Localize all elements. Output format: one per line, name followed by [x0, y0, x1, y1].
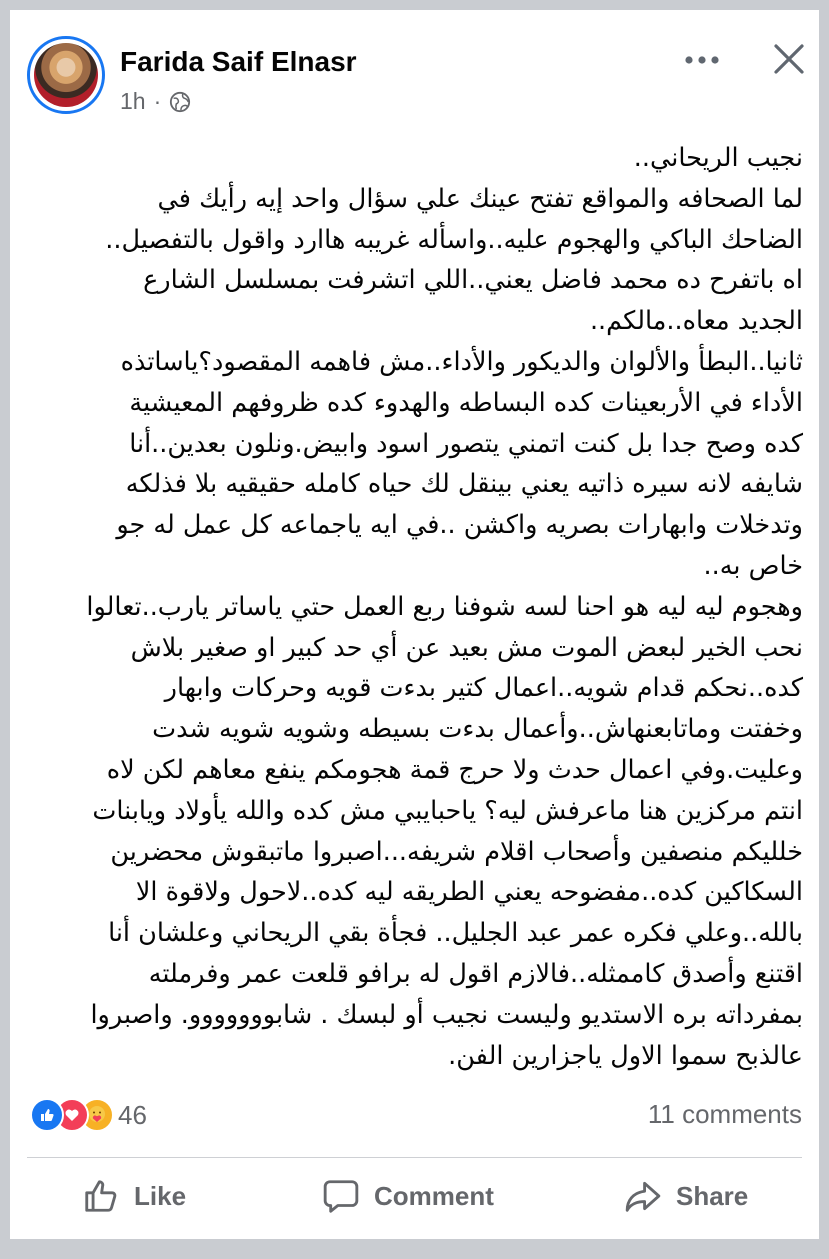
- comment-label: Comment: [374, 1180, 494, 1211]
- like-reaction-icon: [30, 1098, 64, 1132]
- post-meta: [120, 88, 191, 115]
- post-text-line: اه باتفرح ده محمد فاضل يعني..اللي اتشرفت بمسلسل الشارع: [143, 265, 803, 296]
- post-text-line: وتدخلات وابهارات بصريه واكشن ..في ايه ياجماعه كل عمل له جو: [116, 510, 803, 541]
- post-card: [10, 10, 819, 1239]
- divider: [27, 1157, 802, 1158]
- close-button[interactable]: [765, 35, 813, 83]
- post-text-line: وخفتت وماتابعنهاش..وأعمال بدءت بسيطه وشويه شويه شدت: [152, 714, 803, 745]
- more-dots-icon: [685, 55, 719, 65]
- like-button[interactable]: [82, 1174, 186, 1218]
- post-text-line: بالله..وعلي فكره عمر عبد الجليل.. فجأة بقي الريحاني وعلشان أنا: [108, 918, 803, 949]
- reactions-summary[interactable]: [30, 1098, 147, 1132]
- avatar[interactable]: [27, 36, 105, 114]
- share-arrow-icon: [624, 1177, 662, 1215]
- close-icon: [773, 43, 805, 75]
- author-name[interactable]: Farida Saif Elnasr: [120, 46, 357, 77]
- post-text-line: الأداء في الأربعينات كده البساطه والهدوء كده ظروفهم المعيشية: [129, 387, 803, 418]
- post-time[interactable]: 1h: [120, 88, 146, 114]
- meta-separator: ·: [153, 88, 162, 114]
- post-text-line: بمفرداته بره الاستديو وليست نجيب أو لبسك . شابووووووو. واصبروا: [90, 999, 803, 1030]
- post-text-line: نحب الخير لبعض الموت مش بعيد عن أي حد كبير او صغير بلاش: [130, 632, 803, 663]
- like-label: Like: [134, 1180, 187, 1211]
- reaction-count: 46: [118, 1099, 147, 1130]
- comment-button[interactable]: [322, 1174, 494, 1218]
- post-text-line: شايفه لانه سيره ذاتيه يعني بينقل لك حياه كامله حقيقيه بلا فذلكه: [125, 469, 803, 500]
- post-text-line: الضاحك الباكي والهجوم عليه..واسأله غريبه هاارد واقول بالتفصيل..: [105, 224, 803, 255]
- post-text-line: اقتنع وأصدق كاممثله..فالازم اقول له برافو قلعت عمر وفرملته: [148, 958, 803, 989]
- post-text-line: كده..نحكم قدام شويه..اعمال كتير بدءت قويه وحركات وابهار: [164, 673, 803, 704]
- thumbs-up-icon: [82, 1177, 120, 1215]
- post-text-line: الجديد معاه..مالكم..: [589, 306, 803, 337]
- more-options-button[interactable]: [680, 38, 724, 82]
- comment-bubble-icon: [322, 1177, 360, 1215]
- post-text: [30, 138, 803, 1076]
- post-text-line: ثانيا..البطأ والألوان والديكور والأداء..مش فاهمه المقصود؟ياساتذه: [120, 346, 803, 377]
- globe-icon[interactable]: [169, 91, 191, 113]
- post-text-line: انتم مركزين هنا ماعرفش ليه؟ ياحبايبي مش كده والله يأولاد ويابنات: [92, 795, 803, 826]
- post-text-line: السكاكين كده..مفضوحه يعني الطريقه ليه كده..لاحول ولاقوة الا: [135, 877, 803, 908]
- post-text-line: وعليت.وفي اعمال حدث ولا حرج قمة هجومكم ينفع معاهم لكن لاه: [106, 754, 803, 785]
- post-text-line: نجيب الريحاني..: [633, 143, 803, 173]
- post-text-line: عالذبح سموا الاول ياجزارين الفن.: [448, 1040, 803, 1071]
- post-text-line: خاص به..: [703, 550, 803, 581]
- post-text-line: خلليكم منصفين وأصحاب اقلام شريفه...اصبروا ماتبقوش محضرين: [110, 836, 803, 867]
- share-button[interactable]: [624, 1174, 748, 1218]
- post-text-line: كده وصح جدا بل كنت اتمني يتصور اسود وابيض.ونلون بعدين..أنا: [129, 428, 803, 459]
- share-label: Share: [676, 1180, 749, 1211]
- post-text-line: لما الصحافه والمواقع تفتح عينك علي سؤال واحد إيه رأيك في: [157, 183, 803, 214]
- post-text-line: وهجوم ليه ليه هو احنا لسه شوفنا ربع العمل حتي ياساتر يارب..تعالوا: [86, 591, 803, 622]
- comments-count-link[interactable]: 11 comments: [647, 1099, 802, 1129]
